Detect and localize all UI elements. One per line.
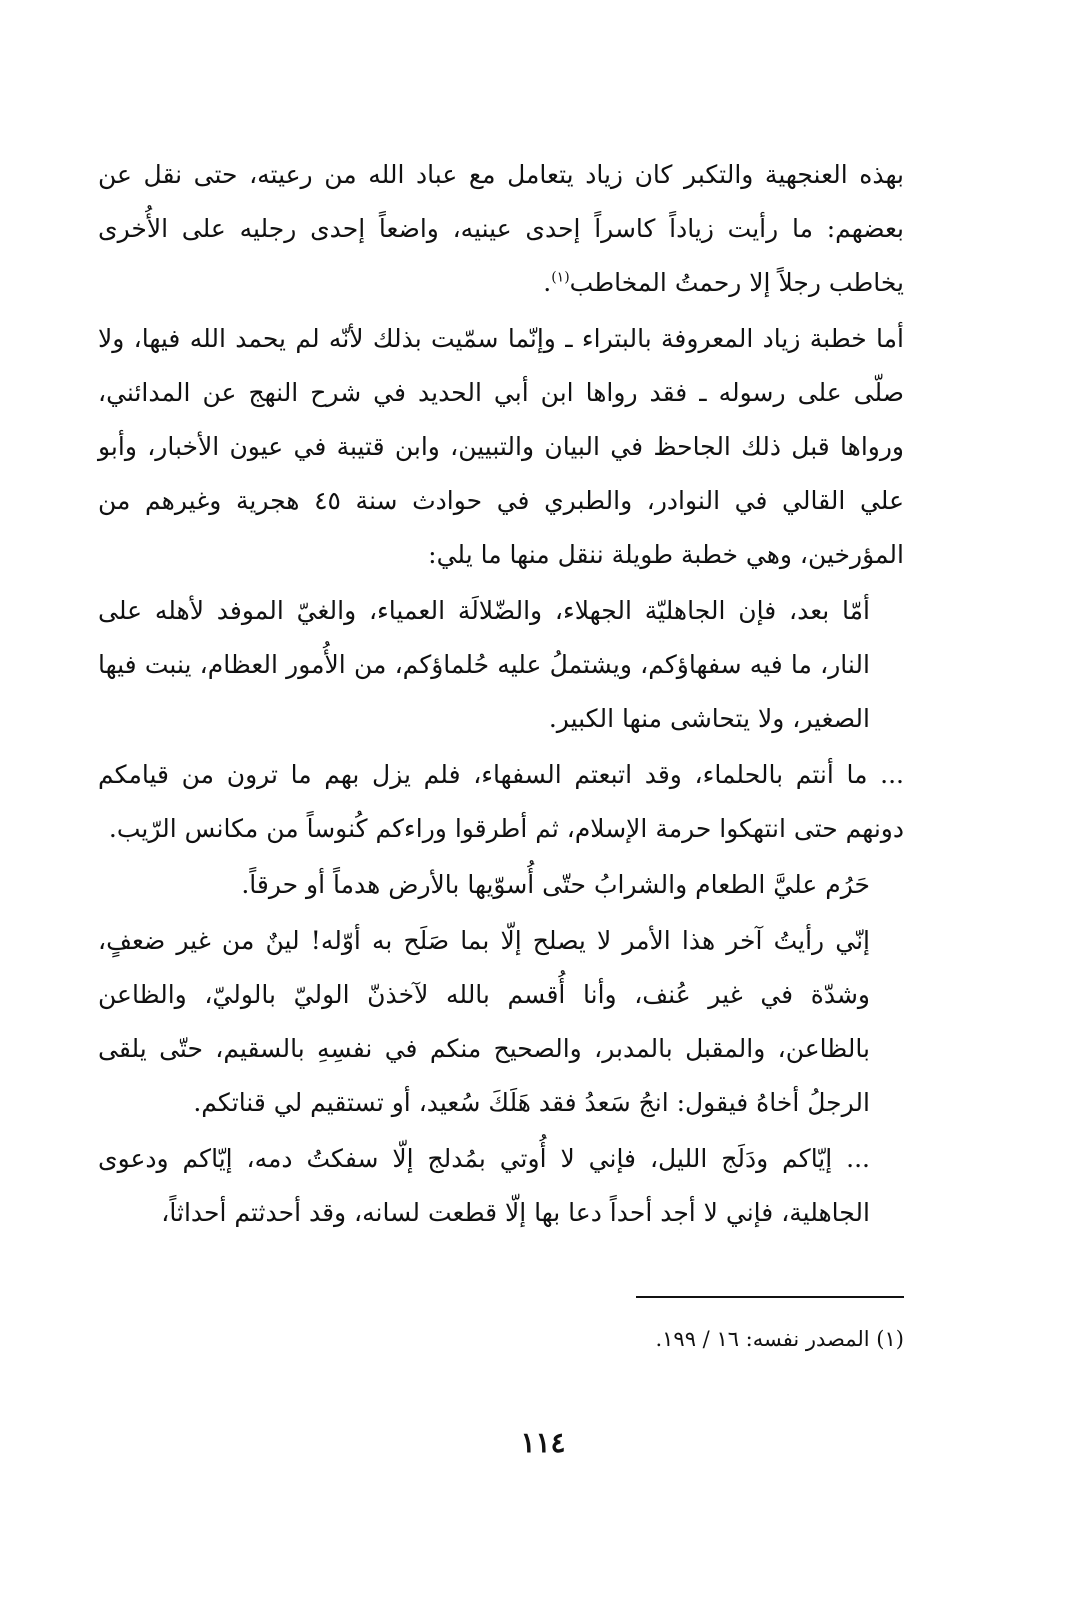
paragraph-1-tail: . [543,268,552,297]
footnote-reference: (١) [551,269,570,286]
paragraph-1-text: بهذه العنجهية والتكبر كان زياد يتعامل مع عباد الله من رعيته، حتى نقل عن بعضهم: ما رأيت زياداً كاسراً إحدى عينيه، واضعاً إحدى رجليه على الأُخرى يخاطب رجلاً إلا رحمتُ المخاطب [98,160,904,297]
quote-paragraph-3: حَرُم عليَّ الطعام والشرابُ حتّى أُسوّيها بالأرض هدماً أو حرقاً. [241,870,870,899]
footnote: (١) المصدر نفسه: ١٦ / ١٩٩. [655,1327,904,1351]
page-number: ١١٤ [520,1426,566,1459]
footnote-divider [636,1296,904,1298]
page-body [98,148,904,1240]
quote-paragraph-2: ... ما أنتم بالحلماء، وقد اتبعتم السفهاء، فلم يزل بهم ما ترون من قيامكم دونهم حتى انتهكوا حرمة الإسلام، ثم أطرقوا وراءكم كُنوساً من مكانس الرّيب. [98,760,904,843]
quote-paragraph-5: ... إيّاكم ودَلَج الليل، فإني لا أُوتي بمُدلج إلّا سفكتُ دمه، إيّاكم ودعوى الجاهلية، فإني لا أجد أحداً دعا بها إلّا قطعت لسانه، وقد أحدثتم أحداثاً، [98,1144,870,1227]
paragraph-1 [98,148,904,310]
quote-paragraph-1: أمّا بعد، فإن الجاهليّة الجهلاء، والضّلالَة العمياء، والغيّ الموفد لأهله على النار، ما فيه سفهاؤكم، ويشتملُ عليه حُلماؤكم، من الأُمور العظام، ينبت فيها الصغير، ولا يتحاشى منها الكبير. [98,596,870,733]
paragraph-2: أما خطبة زياد المعروفة بالبتراء ـ وإنّما سمّيت بذلك لأنّه لم يحمد الله فيها، ولا صلّى على رسوله ـ فقد رواها ابن أبي الحديد في شرح النهج عن المدائني، ورواها قبل ذلك الجاحظ في البيان والتبيين، وابن قتيبة في عيون الأخبار، وأبو علي القالي في النوادر، والطبري في حوادث سنة ٤٥ هجرية وغيرهم من المؤرخين، وهي خطبة طويلة ننقل منها ما يلي: [98,324,904,569]
quote-paragraph-4: إنّي رأيتُ آخر هذا الأمر لا يصلح إلّا بما صَلَح به أوّله! لينٌ من غير ضعفٍ، وشدّة في غير عُنف، وأنا أُقسم بالله لآخذنّ الوليّ بالوليّ، والظاعن بالظاعن، والمقبل بالمدبر، والصحيح منكم في نفسِهِ بالسقيم، حتّى يلقى الرجلُ أخاهُ فيقول: انجُ سَعدُ فقد هَلَكَ سُعيد، أو تستقيم لي قناتكم. [98,926,870,1117]
